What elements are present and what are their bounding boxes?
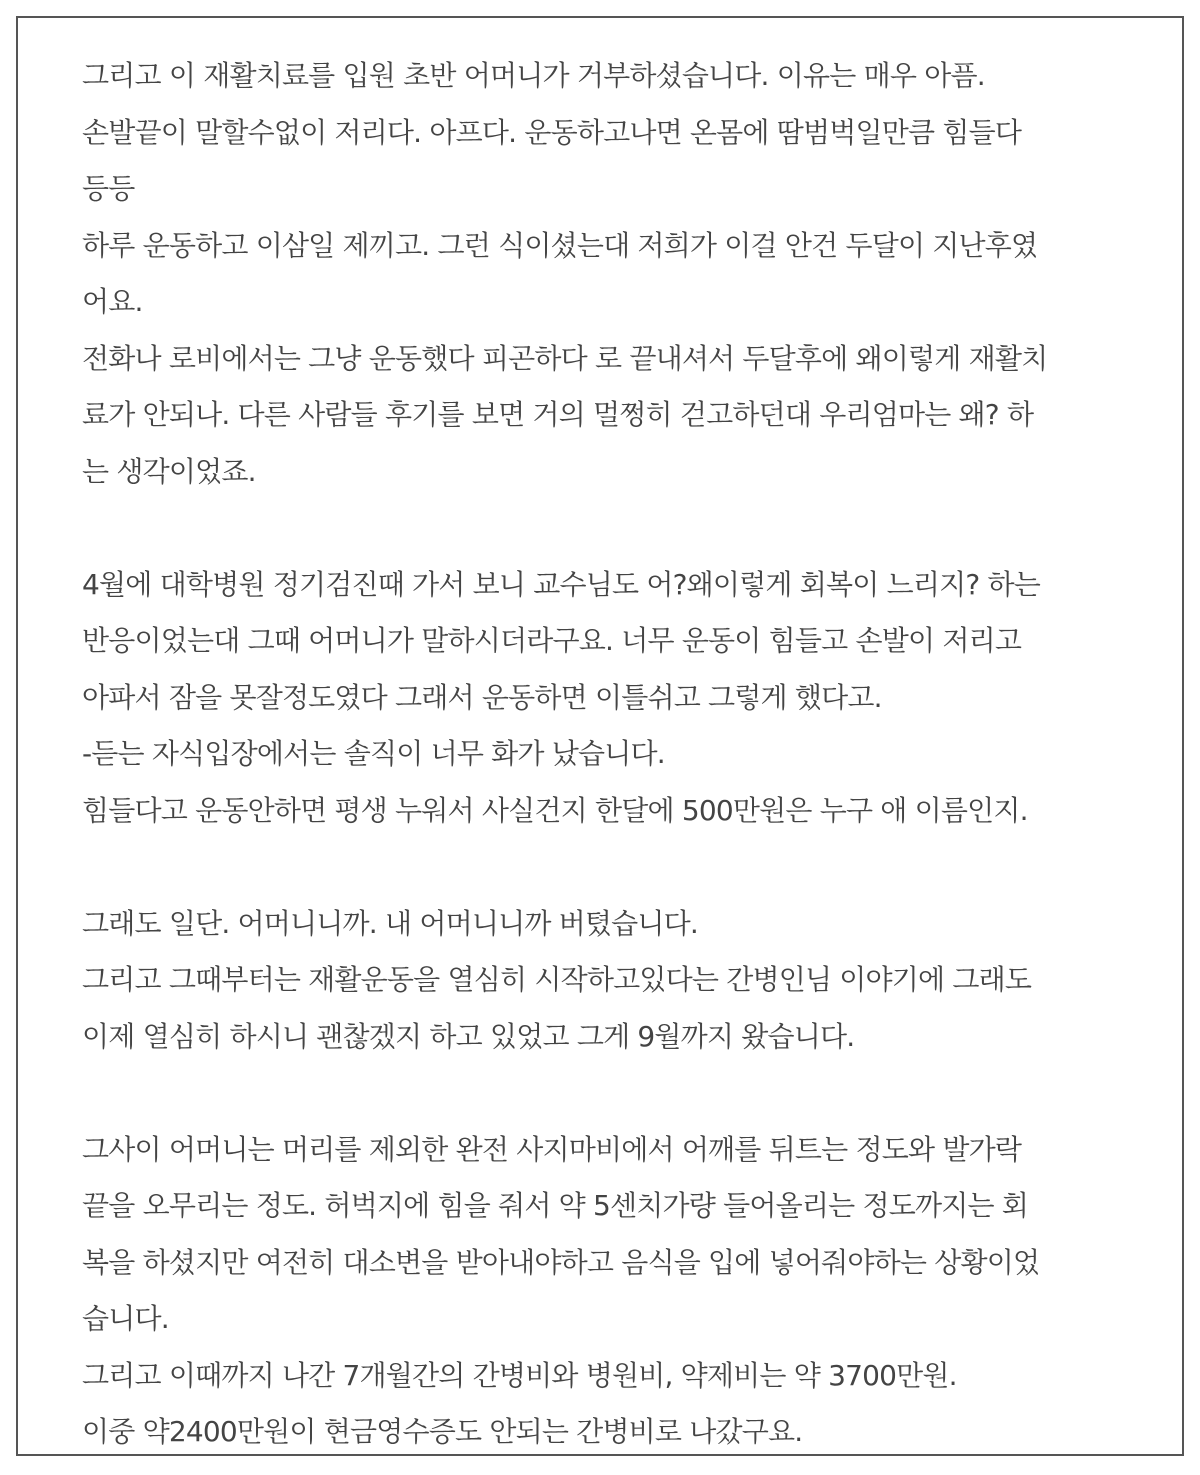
text-line: 료가 안되나. 다른 사람들 후기를 보면 거의 멀쩡히 걷고하던대 우리엄마는 왜? 하 [82, 398, 1034, 431]
text-line: 이제 열심히 하시니 괜찮겠지 하고 있었고 그게 9월까지 왔습니다. [82, 1019, 855, 1053]
text-line: 반응이었는대 그때 어머니가 말하시더라구요. 너무 운동이 힘들고 손발이 저리고 [82, 624, 1022, 657]
text-line: -듣는 자식입장에서는 솔직이 너무 화가 났습니다. [82, 737, 665, 770]
paragraph-1 [82, 48, 1162, 500]
text-line: 손발끝이 말할수없이 저리다. 아프다. 운동하고나면 온몸에 땀범벅일만큼 힘들다 [82, 115, 1022, 149]
text-line: 어요. [82, 285, 143, 318]
paragraph-4 [82, 1122, 1162, 1461]
paragraph-gap [82, 839, 1162, 896]
text-line: 그리고 이때까지 나간 7개월간의 간병비와 병원비, 약제비는 약 3700만원. [82, 1358, 957, 1392]
text-line: 하루 운동하고 이삼일 제끼고. 그런 식이셨는대 저희가 이걸 안건 두달이 지난후였 [82, 228, 1038, 262]
text-line: 힘들다고 운동안하면 평생 누워서 사실건지 한달에 500만원은 누구 애 이름인지. [82, 793, 1028, 827]
paragraph-2 [82, 557, 1162, 840]
text-line: 그래도 일단. 어머니니까. 내 어머니니까 버텼습니다. [82, 906, 699, 940]
document-body [82, 48, 1162, 1461]
text-line: 전화나 로비에서는 그냥 운동했다 피곤하다 로 끝내셔서 두달후에 왜이렇게 재활치 [82, 341, 1048, 375]
text-line: 복을 하셨지만 여전히 대소변을 받아내야하고 음식을 입에 넣어줘야하는 상황이었 [82, 1245, 1040, 1279]
document-frame [16, 16, 1184, 1456]
text-line: 그리고 그때부터는 재활운동을 열심히 시작하고있다는 간병인님 이야기에 그래도 [82, 963, 1032, 996]
paragraph-3 [82, 896, 1162, 1066]
text-line: 아파서 잠을 못잘정도였다 그래서 운동하면 이틀쉬고 그렇게 했다고. [82, 680, 882, 714]
text-line: 끝을 오무리는 정도. 허벅지에 힘을 줘서 약 5센치가량 들어올리는 정도까지는 회 [82, 1189, 1029, 1222]
paragraph-gap [82, 1065, 1162, 1122]
text-line: 이중 약2400만원이 현금영수증도 안되는 간병비로 나갔구요. [82, 1415, 803, 1448]
text-line: 4월에 대학병원 정기검진때 가서 보니 교수님도 어?왜이렇게 회복이 느리지? 하는 [82, 567, 1040, 601]
text-line: 그리고 이 재활치료를 입원 초반 어머니가 거부하셨습니다. 이유는 매우 아픔. [82, 59, 985, 92]
text-line: 는 생각이었죠. [82, 454, 256, 488]
text-line: 습니다. [82, 1302, 169, 1335]
paragraph-gap [82, 500, 1162, 557]
text-line: 등등 [82, 172, 135, 205]
text-line: 그사이 어머니는 머리를 제외한 완전 사지마비에서 어깨를 뒤트는 정도와 발가락 [82, 1132, 1022, 1166]
